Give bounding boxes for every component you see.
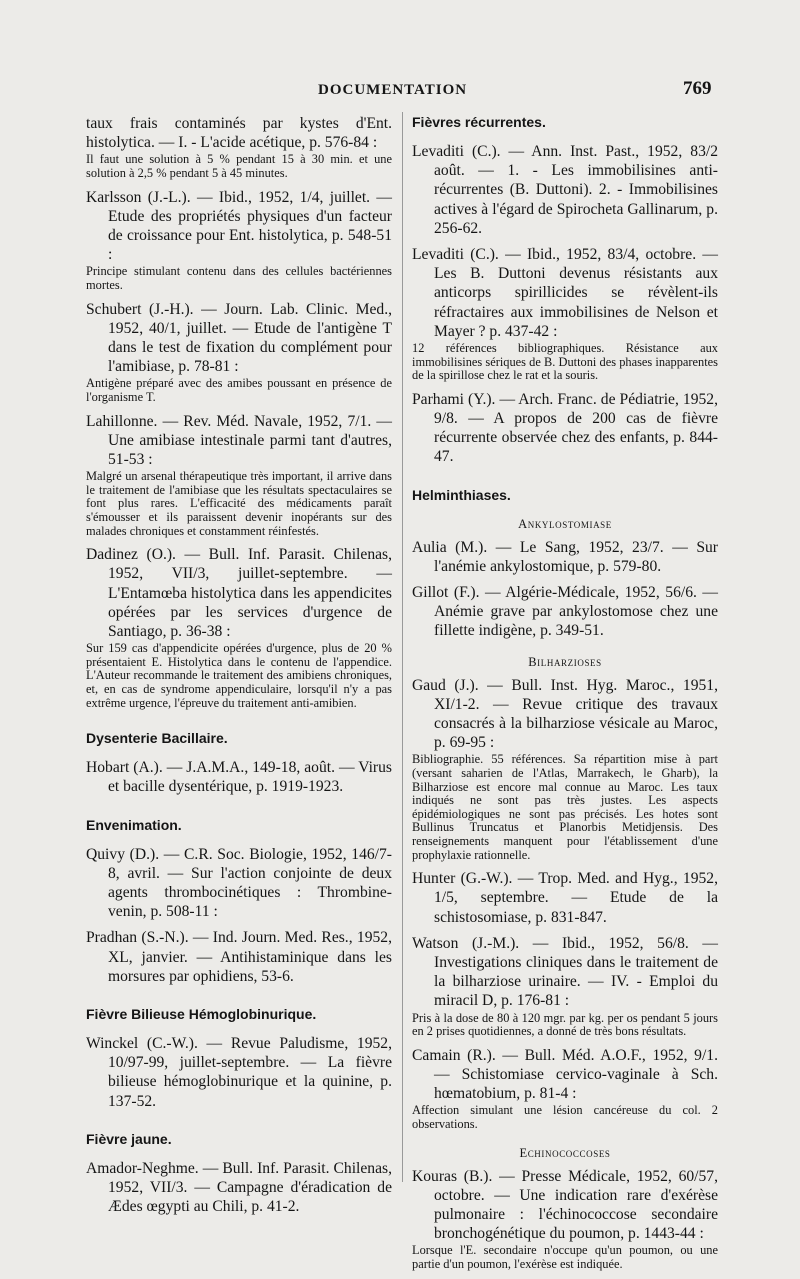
bibliography-entry xyxy=(86,845,392,922)
entry-citation: Parhami (Y.). — Arch. Franc. de Pédiatrie, 1952, 9/8. — A propos de 200 cas de fièvre récurrente observée chez des enfants, p. 844-47. xyxy=(412,390,718,466)
entry-abstract: Il faut une solution à 5 % pendant 15 à 30 min. et une solution à 2,5 % pendant 5 à 45 minutes. xyxy=(86,152,392,180)
entry-citation: Hobart (A.). — J.A.M.A., 149-18, août. — Virus et bacille dysentérique, p. 1919-1923. xyxy=(86,759,392,796)
entry-citation: Schubert (J.-H.). — Journ. Lab. Clinic. Med., 1952, 40/1, juillet. — Etude de l'antigène T dans le test de fixation du complément pour l'amibiase, p. 78-81 : xyxy=(86,300,392,376)
entry-citation: Camain (R.). — Bull. Méd. A.O.F., 1952, 9/1. — Schistomiase cervico-vaginale à Sch. hœmatobium, p. 81-4 : xyxy=(412,1046,718,1103)
bibliography-entry xyxy=(412,869,718,927)
bibliography-entry xyxy=(86,300,392,405)
bibliography-entry xyxy=(86,1034,392,1111)
entry-citation: Levaditi (C.). — Ann. Inst. Past., 1952, 83/2 août. — 1. - Les immobilisines anti-récurrentes (B. Duttoni). 2. - Immobilisines actives à l'égard de Spirocheta Gallinarum, p. 256-62. xyxy=(412,143,718,237)
entry-abstract: Malgré un arsenal thérapeutique très important, il arrive dans le traitement de l'amibiase que les résultats spectaculaires se font plus rares. L'efficacité des médicaments paraît s'émousser et ils paraissent devenir inopérants sur des malades chroniques et constamment réinfestés. xyxy=(86,469,392,538)
entry-citation: Gaud (J.). — Bull. Inst. Hyg. Maroc., 1951, XI/1-2. — Revue critique des travaux consacrés à la bilharziose vésicale au Maroc, p. 69-95 : xyxy=(412,676,718,752)
entry-citation: Levaditi (C.). — Ibid., 1952, 83/4, octobre. — Les B. Duttoni devenus résistants aux anticorps spirillicides se révèlent-ils réfractaires aux immobilisines de Nelson et Mayer ? p. 437-42 : xyxy=(412,246,718,340)
bibliography-entry xyxy=(412,1167,718,1272)
section-subheading: Bilharzioses xyxy=(528,654,602,669)
bibliography-entry xyxy=(412,538,718,576)
entry-citation: Gillot (F.). — Algérie-Médicale, 1952, 56/6. — Anémie grave par ankylostomose chez une fillette indigène, p. 349-51. xyxy=(412,584,718,640)
section-heading: Helminthiases. xyxy=(412,486,511,503)
section-subheading: Ankylostomiase xyxy=(518,516,612,531)
bibliography-entry xyxy=(412,934,718,1039)
bibliography-entry xyxy=(86,114,392,181)
entry-abstract: Sur 159 cas d'appendicite opérées d'urgence, plus de 20 % présentaient E. Histolytica dans le contenu de l'appendice. L'Auteur recommande le traitement des amibiens chroniques, et, en cas de syndrome appendiculaire, lorsqu'il n'y a pas extrême urgence, l'épreuve du traitement anti-amibien. xyxy=(86,641,392,710)
running-head xyxy=(0,78,800,108)
bibliography-entry xyxy=(412,583,718,641)
page-header-title: DOCUMENTATION xyxy=(318,82,468,98)
bibliography-entry xyxy=(86,412,392,539)
bibliography-entry xyxy=(412,245,718,383)
bibliography-entry xyxy=(86,758,392,796)
entry-abstract: Affection simulant une lésion cancéreuse du col. 2 observations. xyxy=(412,1103,718,1132)
entry-abstract: Antigène préparé avec des amibes poussant en présence de l'organisme T. xyxy=(86,376,392,404)
entry-citation: Amador-Neghme. — Bull. Inf. Parasit. Chilenas, 1952, VII/3. — Campagne d'éradication de Ædes œgypti au Chili, p. 41-2. xyxy=(86,1159,392,1216)
entry-citation: Lahillonne. — Rev. Méd. Navale, 1952, 7/1. — Une amibiase intestinale parmi tant d'autres, 51-53 : xyxy=(86,412,392,468)
entry-citation: Hunter (G.-W.). — Trop. Med. and Hyg., 1952, 1/5, septembre. — Etude de la schistosomiase, p. 831-847. xyxy=(412,870,718,926)
entry-citation: Watson (J.-M.). — Ibid., 1952, 56/8. — Investigations cliniques dans le traitement de la bilharziose urinaire. — IV. - Emploi du miracil D, p. 176-81 : xyxy=(412,934,718,1010)
entry-citation: Karlsson (J.-L.). — Ibid., 1952, 1/4, juillet. — Etude des propriétés physiques d'un facteur de croissance pour Ent. histolytica, p. 548-51 : xyxy=(86,188,392,264)
entry-abstract: Principe stimulant contenu dans des cellules bactériennes mortes. xyxy=(86,264,392,292)
entry-citation: Kouras (B.). — Presse Médicale, 1952, 60/57, octobre. — Une indication rare d'exérèse pulmonaire : l'échinococcose secondaire bronchogénétique du poumon, p. 1443-44 : xyxy=(412,1167,718,1243)
bibliography-entry xyxy=(412,676,718,863)
section-heading: Fièvre Bilieuse Hémoglobinurique. xyxy=(86,1005,317,1022)
entry-citation: Winckel (C.-W.). — Revue Paludisme, 1952, 10/97-99, juillet-septembre. — La fièvre bilieuse hémoglobinurique et la quinine, p. 137-52. xyxy=(86,1034,392,1110)
section-heading: Envenimation. xyxy=(86,816,182,833)
entry-abstract: Pris à la dose de 80 à 120 mgr. par kg. per os pendant 5 jours en 2 prises quotidiennes, a donné de très bons résultats. xyxy=(412,1010,718,1039)
entry-citation: taux frais contaminés par kystes d'Ent. histolytica. — I. - L'acide acétique, p. 576-84 : xyxy=(86,115,392,152)
entry-abstract: Bibliographie. 55 références. Sa répartition mise à part (versant saharien de l'Atlas, Marrakech, le Gharb), la Bilharziose est encore mal connue au Maroc. Les taux indiqués ne sont pas très justes. Les aspects épidémiologiques ne sont pas précisés. Les hotes sont Bullinus Truncatus et Planorbis Metidjensis. Des renseignements manquent pour l'établissement d'une prophylaxie rationnelle. xyxy=(412,752,718,862)
bibliography-entry xyxy=(412,390,718,467)
entry-abstract: 12 références bibliographiques. Résistance aux immobilisines sériques de B. Duttoni des phases inapparentes de la spirillose chez le rat et la souris. xyxy=(412,341,718,383)
entry-abstract: Lorsque l'E. secondaire n'occupe qu'un poumon, ou une partie d'un poumon, l'exérèse est indiquée. xyxy=(412,1243,718,1272)
bibliography-entry xyxy=(86,545,392,710)
section-heading: Dysenterie Bacillaire. xyxy=(86,730,228,747)
entry-citation: Pradhan (S.-N.). — Ind. Journ. Med. Res., 1952, XL, janvier. — Antihistaminique dans les morsures par ophidiens, 53-6. xyxy=(86,929,392,985)
section-heading: Fièvre jaune. xyxy=(86,1130,172,1147)
left-column xyxy=(86,114,392,1223)
bibliography-entry xyxy=(412,142,718,238)
section-subheading: Echinococcoses xyxy=(519,1145,611,1160)
entry-citation: Aulia (M.). — Le Sang, 1952, 23/7. — Sur l'anémie ankylostomique, p. 579-80. xyxy=(412,538,718,575)
entry-citation: Dadinez (O.). — Bull. Inf. Parasit. Chilenas, 1952, VII/3, juillet-septembre. — L'Entamœba histolytica dans les appendicites opérées par les services d'urgence de Santiago, p. 36-38 : xyxy=(86,546,392,640)
column-divider xyxy=(402,112,403,1182)
bibliography-entry xyxy=(86,188,392,293)
right-column xyxy=(412,114,718,1279)
entry-citation: Quivy (D.). — C.R. Soc. Biologie, 1952, 146/7-8, avril. — Sur l'action conjointe de deux agents thrombocinétiques : Thrombine-venin, p. 508-11 : xyxy=(86,845,392,921)
bibliography-entry xyxy=(86,928,392,986)
page-number: 769 xyxy=(683,78,712,99)
section-heading: Fièvres récurrentes. xyxy=(412,114,546,130)
bibliography-entry xyxy=(412,1046,718,1132)
bibliography-entry xyxy=(86,1159,392,1217)
